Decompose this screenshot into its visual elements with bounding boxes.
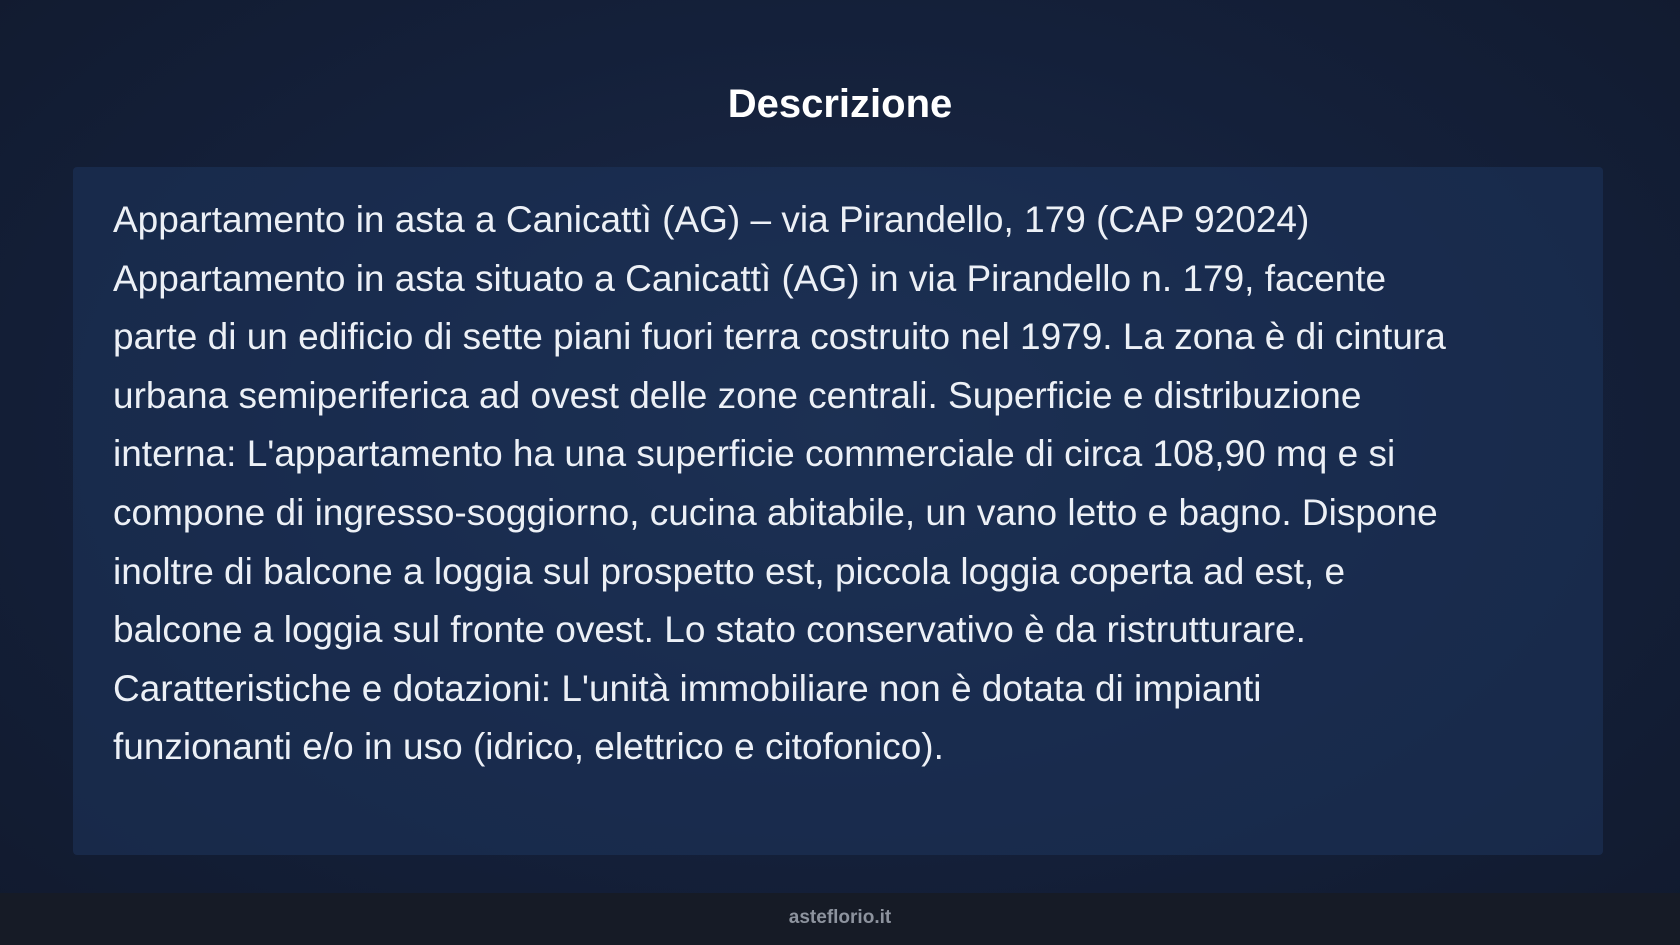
footer-bar xyxy=(0,893,1680,945)
description-line: interna: L'appartamento ha una superficie commerciale di circa 108,90 mq e si xyxy=(113,433,1396,475)
description-line: Caratteristiche e dotazioni: L'unità immobiliare non è dotata di impianti xyxy=(113,667,1262,709)
description-line: Appartamento in asta situato a Canicattì (AG) in via Pirandello n. 179, facente xyxy=(113,257,1387,299)
description-line: inoltre di balcone a loggia sul prospetto est, piccola loggia coperta ad est, e xyxy=(113,550,1346,592)
description-line: urbana semiperiferica ad ovest delle zone centrali. Superficie e distribuzione xyxy=(113,374,1362,416)
description-line: compone di ingresso-soggiorno, cucina abitabile, un vano letto e bagno. Dispone xyxy=(113,491,1438,533)
page-title: Descrizione xyxy=(727,82,953,126)
description-line: Appartamento in asta a Canicattì (AG) – via Pirandello, 179 (CAP 92024) xyxy=(113,199,1310,240)
description-line: balcone a loggia sul fronte ovest. Lo stato conservativo è da ristrutturare. xyxy=(113,609,1306,651)
description-panel xyxy=(73,167,1603,855)
description-text xyxy=(113,191,1563,777)
footer-site-label: asteflorio.it xyxy=(788,907,892,928)
description-line: funzionanti e/o in uso (idrico, elettrico e citofonico). xyxy=(113,726,944,768)
description-line: parte di un edificio di sette piani fuori terra costruito nel 1979. La zona è di cintura xyxy=(113,316,1446,358)
